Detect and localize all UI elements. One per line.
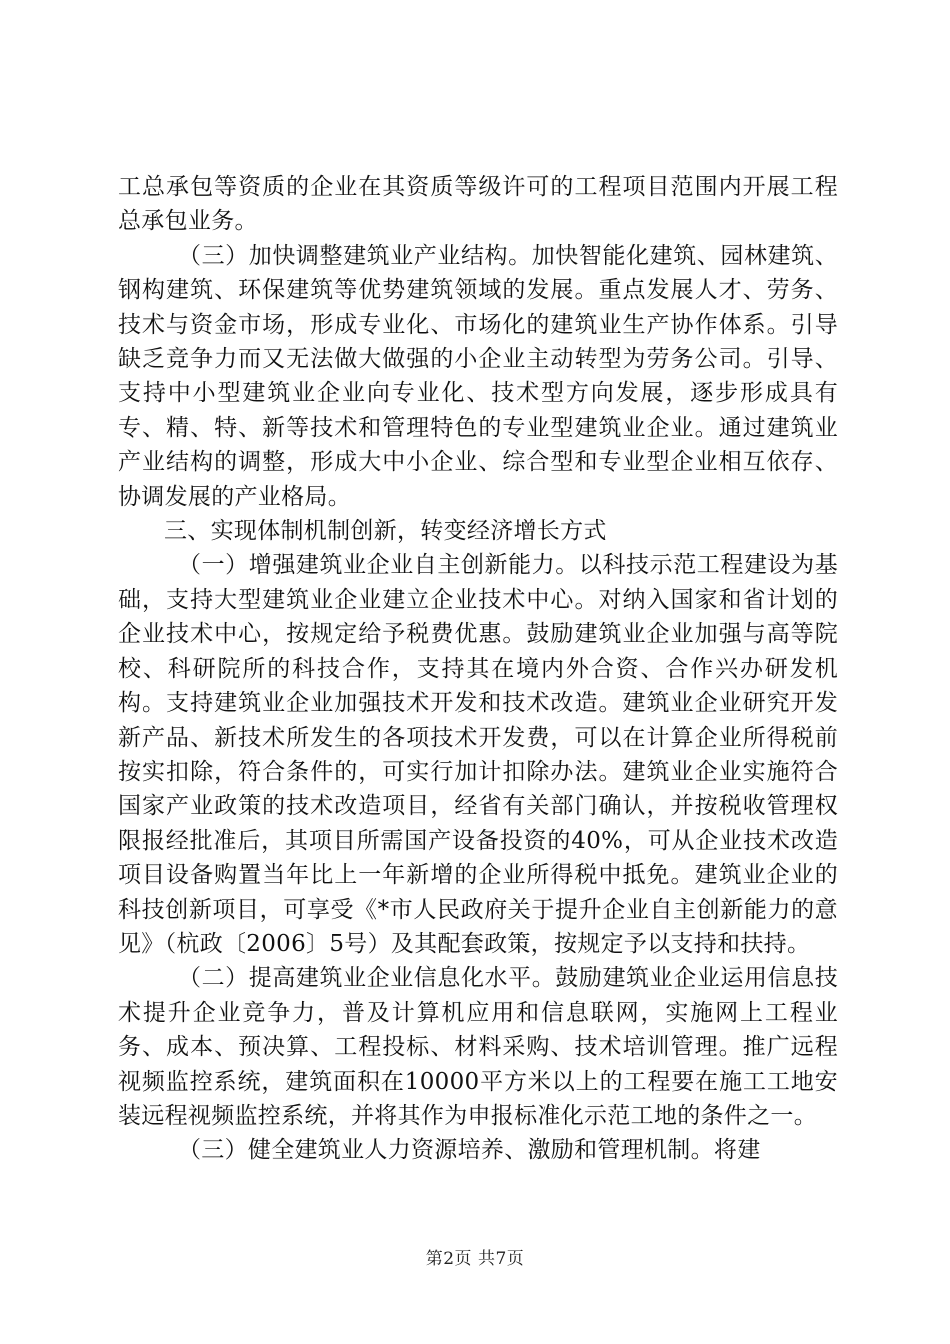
paragraph-continuation: 工总承包等资质的企业在其资质等级许可的工程项目范围内开展工程总承包业务。 (118, 174, 838, 235)
paragraph-informatization: （二）提高建筑业企业信息化水平。鼓励建筑业企业运用信息技术提升企业竞争力，普及计算机应用和信息联网，实施网上工程业务、成本、预决算、工程投标、材料采购、技术培训管理。推广远程视频监控系统，建筑面积在10000平方米以上的工程要在施工工地安装远程视频监控系统，并将其作为申报标准化示范工地的条件之一。 (118, 965, 838, 1129)
document-body (118, 170, 838, 1168)
paragraph-human-resources: （三）健全建筑业人力资源培养、激励和管理机制。将建 (178, 1137, 761, 1164)
section-heading-3: 三、实现体制机制创新，转变经济增长方式 (164, 518, 607, 545)
page-footer: 第2页 共7页 (425, 1249, 525, 1269)
paragraph-innovation: （一）增强建筑业企业自主创新能力。以科技示范工程建设为基础，支持大型建筑业企业建立企业技术中心。对纳入国家和省计划的企业技术中心，按规定给予税费优惠。鼓励建筑业企业加强与高等院校、科研院所的科技合作，支持其在境内外合资、合作兴办研发机构。支持建筑业企业加强技术开发和技术改造。建筑业企业研究开发新产品、新技术所发生的各项技术开发费，可以在计算企业所得税前按实扣除，符合条件的，可实行加计扣除办法。建筑业企业实施符合国家产业政策的技术改造项目，经省有关部门确认，并按税收管理权限报经批准后，其项目所需国产设备投资的40%，可从企业技术改造项目设备购置当年比上一年新增的企业所得税中抵免。建筑业企业的科技创新项目，可享受《*市人民政府关于提升企业自主创新能力的意见》（杭政〔2006〕5号）及其配套政策，按规定予以支持和扶持。 (118, 552, 838, 957)
paragraph-industry-structure: （三）加快调整建筑业产业结构。加快智能化建筑、园林建筑、钢构建筑、环保建筑等优势建筑领域的发展。重点发展人才、劳务、技术与资金市场，形成专业化、市场化的建筑业生产协作体系。引导缺乏竞争力而又无法做大做强的小企业主动转型为劳务公司。引导、支持中小型建筑业企业向专业化、技术型方向发展，逐步形成具有专、精、特、新等技术和管理特色的专业型建筑业企业。通过建筑业产业结构的调整，形成大中小企业、综合型和专业型企业相互依存、协调发展的产业格局。 (118, 242, 838, 510)
